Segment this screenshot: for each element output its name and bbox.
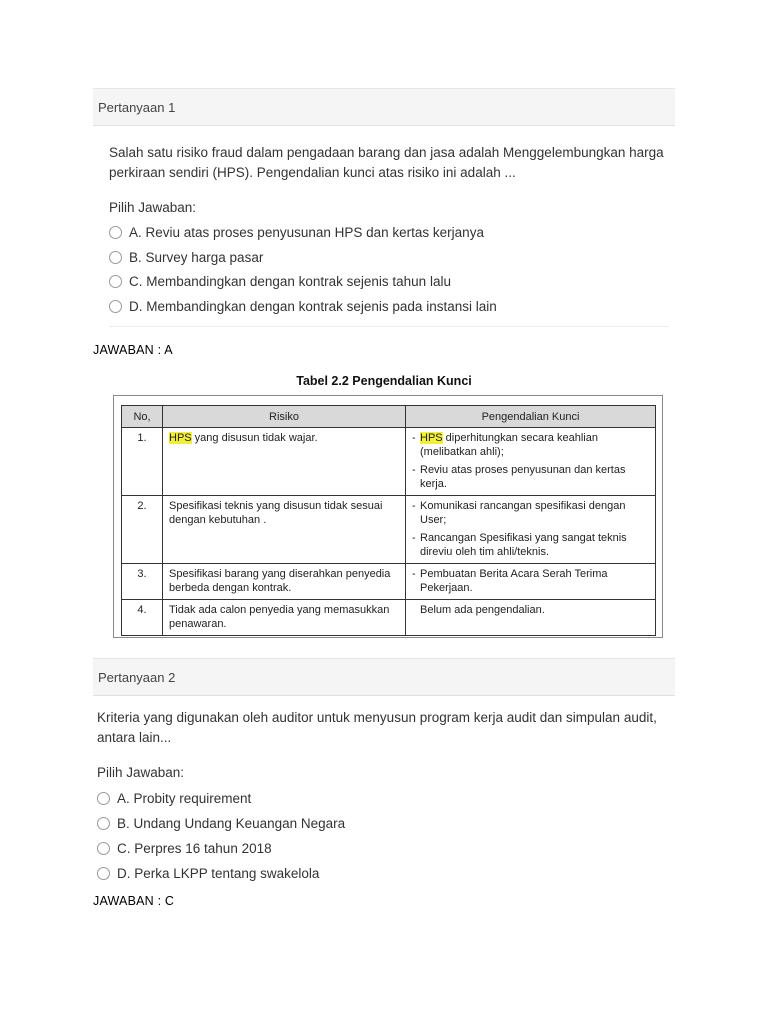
question-1-option-b[interactable] <box>109 248 263 266</box>
radio-icon[interactable] <box>97 792 110 805</box>
question-2-option-d[interactable] <box>97 864 319 882</box>
table-title: Tabel 2.2 Pengendalian Kunci <box>296 374 472 388</box>
cell-control <box>406 600 656 636</box>
table-row <box>122 564 656 600</box>
dash: - <box>412 568 416 580</box>
cell-no: 1. <box>122 428 163 496</box>
question-1-text-line-2: perkiraan sendiri (HPS). Pengendalian kunci atas risiko ini adalah ... <box>109 165 516 180</box>
question-2-option-c[interactable] <box>97 839 272 857</box>
radio-icon[interactable] <box>109 300 122 313</box>
question-2-choose-label: Pilih Jawaban: <box>97 765 185 780</box>
cell-risk: Spesifikasi barang yang diserahkan penyedia berbeda dengan kontrak. <box>163 564 406 600</box>
dash: - <box>412 500 416 512</box>
cell-control <box>406 496 656 564</box>
question-1-choose-label: Pilih Jawaban: <box>109 200 197 215</box>
table-row <box>122 496 656 564</box>
radio-icon[interactable] <box>97 817 110 830</box>
header-no: No, <box>122 406 163 428</box>
header-risiko: Risiko <box>163 406 406 428</box>
option-label: C. Perpres 16 tahun 2018 <box>117 840 272 856</box>
answer-1: JAWABAN : A <box>93 343 173 357</box>
question-2-text-line-1: Kriteria yang digunakan oleh auditor untuk menyusun program kerja audit dan simpulan audit, <box>97 710 657 725</box>
option-label: C. Membandingkan dengan kontrak sejenis tahun lalu <box>129 273 451 289</box>
cell-no: 3. <box>122 564 163 600</box>
control-text: Komunikasi rancangan spesifikasi dengan User; <box>420 500 626 526</box>
radio-icon[interactable] <box>109 251 122 264</box>
dash: - <box>412 432 416 444</box>
radio-icon[interactable] <box>97 842 110 855</box>
question-1-text-line-1: Salah satu risiko fraud dalam pengadaan barang dan jasa adalah Menggelembungkan harga <box>109 145 664 160</box>
option-label: B. Undang Undang Keuangan Negara <box>117 815 346 831</box>
highlight: HPS <box>420 432 443 444</box>
dash: - <box>412 532 416 544</box>
table-row <box>122 600 656 636</box>
control-text: Pembuatan Berita Acara Serah Terima Pekerjaan. <box>420 568 608 594</box>
key-control-table <box>121 405 656 636</box>
radio-icon[interactable] <box>109 275 122 288</box>
cell-control <box>406 564 656 600</box>
option-label: A. Probity requirement <box>117 790 252 806</box>
question-2-option-a[interactable] <box>97 789 251 807</box>
cell-risk: Spesifikasi teknis yang disusun tidak sesuai dengan kebutuhan . <box>163 496 406 564</box>
cell-no: 4. <box>122 600 163 636</box>
question-1-option-d[interactable] <box>109 297 497 315</box>
cell-no: 2. <box>122 496 163 564</box>
option-label: A. Reviu atas proses penyusunan HPS dan kertas kerjanya <box>129 224 484 240</box>
question-2-text <box>97 708 657 748</box>
highlight: HPS <box>169 432 192 444</box>
question-2-header: Pertanyaan 2 <box>93 658 675 696</box>
table-header-row <box>122 406 656 428</box>
dash: - <box>412 464 416 476</box>
question-1-option-c[interactable] <box>109 272 451 290</box>
control-text: Belum ada pengendalian. <box>420 604 545 616</box>
answer-2: JAWABAN : C <box>93 894 175 908</box>
control-text: diperhitungkan secara keahlian (melibatkan ahli); <box>420 432 598 458</box>
question-1-option-a[interactable] <box>109 223 484 241</box>
option-label: D. Perka LKPP tentang swakelola <box>117 865 320 881</box>
cell-risk <box>163 428 406 496</box>
control-text: Rancangan Spesifikasi yang sangat teknis direviu oleh tim ahli/teknis. <box>420 532 627 558</box>
question-2-option-b[interactable] <box>97 814 345 832</box>
table-row <box>122 428 656 496</box>
header-pengendalian: Pengendalian Kunci <box>406 406 656 428</box>
radio-icon[interactable] <box>97 867 110 880</box>
option-label: D. Membandingkan dengan kontrak sejenis pada instansi lain <box>129 298 497 314</box>
question-1-header: Pertanyaan 1 <box>93 88 675 126</box>
cell-control <box>406 428 656 496</box>
question-1-text <box>109 143 664 183</box>
option-label: B. Survey harga pasar <box>129 249 264 265</box>
question-1-divider <box>109 326 669 327</box>
radio-icon[interactable] <box>109 226 122 239</box>
question-2-text-line-2: antara lain... <box>97 730 172 745</box>
cell-risk: Tidak ada calon penyedia yang memasukkan penawaran. <box>163 600 406 636</box>
cell-risk-text: yang disusun tidak wajar. <box>191 432 318 444</box>
control-text: Reviu atas proses penyusunan dan kertas kerja. <box>420 464 626 490</box>
